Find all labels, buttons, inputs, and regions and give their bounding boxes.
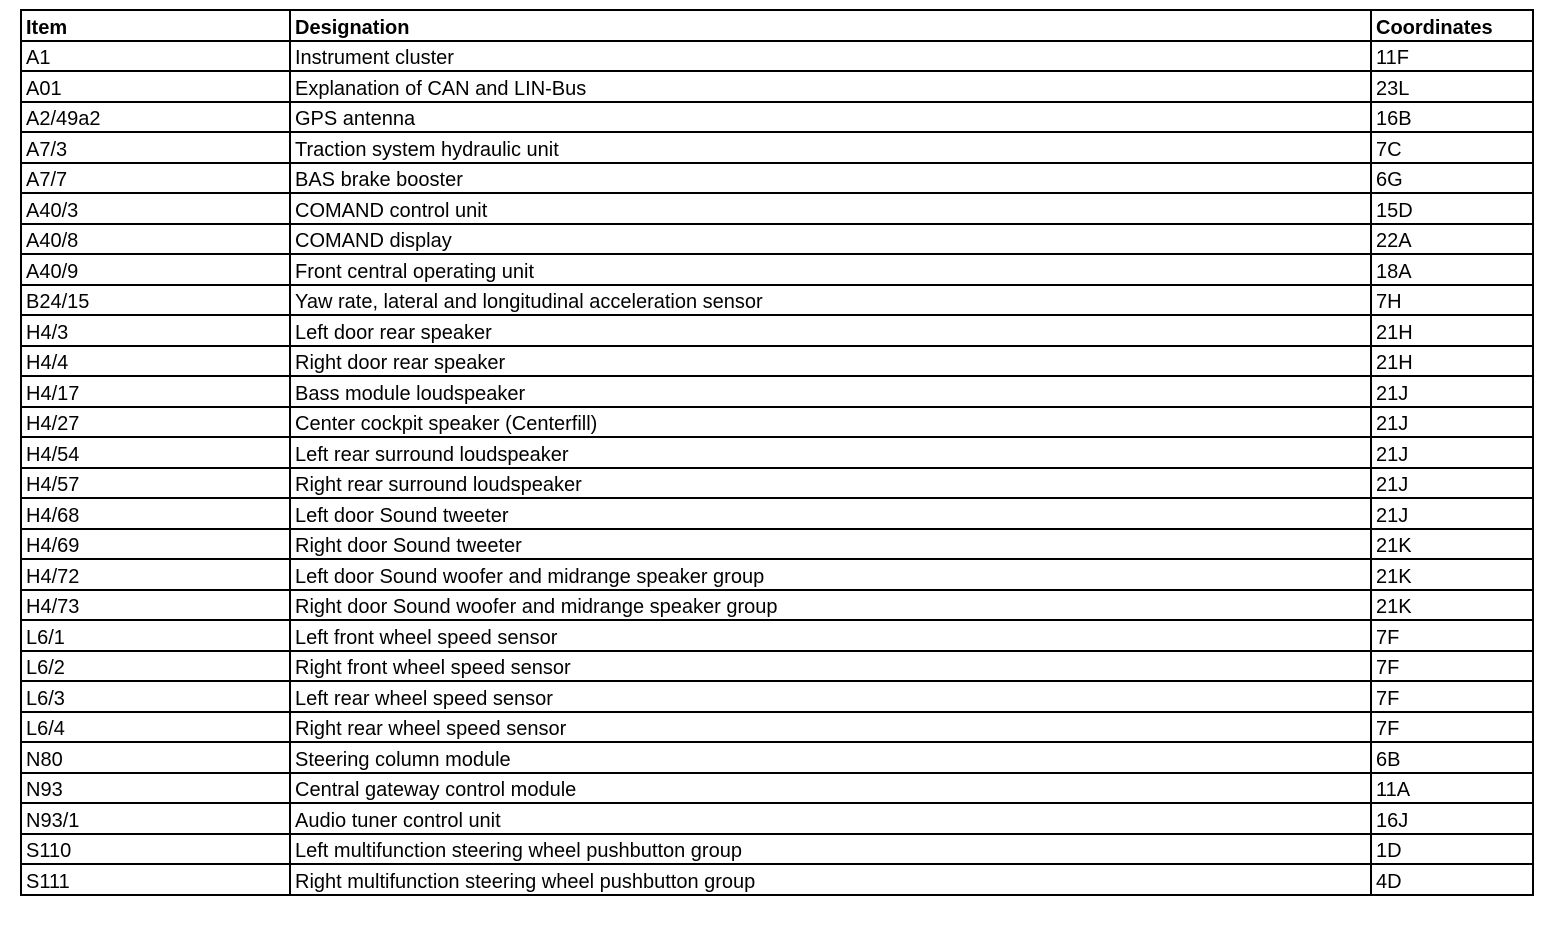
coordinates-cell-text: 21H <box>1376 321 1413 344</box>
coordinates-cell-text: 7C <box>1376 138 1402 161</box>
item-cell-text: A2/49a2 <box>26 108 101 130</box>
item-cell <box>21 437 290 468</box>
coordinates-cell-text: 4D <box>1376 870 1402 893</box>
item-cell <box>21 315 290 346</box>
designation-cell <box>290 559 1371 590</box>
item-cell-text: H4/27 <box>26 413 80 435</box>
designation-cell-text: Steering column module <box>295 748 511 771</box>
designation-cell <box>290 407 1371 438</box>
item-cell <box>21 712 290 743</box>
designation-cell-text: BAS brake booster <box>295 169 463 191</box>
item-cell-text: A40/9 <box>26 260 79 283</box>
designation-cell-text: Left multifunction steering wheel pushbutton group <box>295 840 742 862</box>
table-row <box>21 193 1533 224</box>
coordinates-cell-text: 11A <box>1376 779 1411 801</box>
coordinates-cell-text: 21J <box>1376 474 1409 496</box>
designation-cell <box>290 163 1371 194</box>
designation-cell <box>290 346 1371 377</box>
designation-cell-text: Right door rear speaker <box>295 352 506 374</box>
coordinates-cell <box>1371 559 1533 590</box>
designation-cell <box>290 498 1371 529</box>
designation-cell-text: Left rear wheel speed sensor <box>295 687 553 710</box>
header-designation-label: Designation <box>295 16 410 39</box>
item-cell <box>21 254 290 285</box>
header-item-label: Item <box>26 16 68 39</box>
table-row <box>21 254 1533 285</box>
item-cell-text: A40/3 <box>26 199 79 222</box>
coordinates-cell <box>1371 132 1533 163</box>
designation-cell <box>290 254 1371 285</box>
component-legend-table <box>20 9 1534 896</box>
coordinates-cell-text: 21J <box>1376 443 1409 466</box>
item-cell-text: H4/72 <box>26 565 80 588</box>
coordinates-cell <box>1371 224 1533 255</box>
designation-cell-text: Bass module loudspeaker <box>295 382 526 405</box>
table-row <box>21 803 1533 834</box>
designation-cell <box>290 285 1371 316</box>
header-row <box>21 10 1533 41</box>
designation-cell <box>290 803 1371 834</box>
table-row <box>21 864 1533 895</box>
coordinates-cell <box>1371 864 1533 895</box>
designation-cell-text: Front central operating unit <box>295 260 535 283</box>
table-row <box>21 529 1533 560</box>
designation-cell-text: GPS antenna <box>295 108 416 130</box>
coordinates-cell-text: 15D <box>1376 199 1413 222</box>
coordinates-cell <box>1371 468 1533 499</box>
item-cell <box>21 132 290 163</box>
coordinates-cell <box>1371 590 1533 621</box>
designation-cell <box>290 773 1371 804</box>
coordinates-cell-text: 16B <box>1376 108 1412 130</box>
table-row <box>21 285 1533 316</box>
header-item <box>21 10 290 41</box>
coordinates-cell-text: 21J <box>1376 504 1409 527</box>
item-cell-text: S111 <box>26 870 70 893</box>
designation-cell-text: Left rear surround loudspeaker <box>295 443 569 466</box>
designation-cell <box>290 224 1371 255</box>
designation-cell <box>290 102 1371 133</box>
designation-cell <box>290 41 1371 72</box>
item-cell <box>21 834 290 865</box>
item-cell <box>21 468 290 499</box>
coordinates-cell-text: 7F <box>1376 626 1400 649</box>
coordinates-cell-text: 11F <box>1376 47 1409 69</box>
coordinates-cell <box>1371 285 1533 316</box>
coordinates-cell-text: 7F <box>1376 687 1400 710</box>
table-row <box>21 773 1533 804</box>
table-row <box>21 376 1533 407</box>
coordinates-cell-text: 7F <box>1376 718 1400 740</box>
coordinates-cell <box>1371 193 1533 224</box>
table-row <box>21 315 1533 346</box>
coordinates-cell <box>1371 376 1533 407</box>
item-cell <box>21 864 290 895</box>
designation-cell <box>290 651 1371 682</box>
coordinates-cell <box>1371 102 1533 133</box>
item-cell <box>21 376 290 407</box>
table-row <box>21 498 1533 529</box>
designation-cell-text: Left door Sound tweeter <box>295 504 509 527</box>
coordinates-cell <box>1371 620 1533 651</box>
coordinates-cell-text: 21J <box>1376 413 1409 435</box>
table-body <box>21 41 1533 895</box>
header-coordinates-label: Coordinates <box>1376 16 1493 39</box>
item-cell-text: L6/2 <box>26 657 65 679</box>
coordinates-cell-text: 22A <box>1376 230 1412 252</box>
designation-cell <box>290 529 1371 560</box>
designation-cell-text: Right rear wheel speed sensor <box>295 718 567 740</box>
designation-cell-text: Traction system hydraulic unit <box>295 138 559 161</box>
table-row <box>21 742 1533 773</box>
item-cell <box>21 590 290 621</box>
designation-cell-text: Right door Sound tweeter <box>295 535 522 557</box>
item-cell <box>21 620 290 651</box>
item-cell <box>21 193 290 224</box>
item-cell-text: L6/4 <box>26 718 65 740</box>
coordinates-cell-text: 21J <box>1376 382 1409 405</box>
coordinates-cell <box>1371 71 1533 102</box>
table-row <box>21 620 1533 651</box>
item-cell <box>21 803 290 834</box>
item-cell-text: H4/4 <box>26 352 69 374</box>
item-cell-text: H4/3 <box>26 321 69 344</box>
coordinates-cell <box>1371 41 1533 72</box>
coordinates-cell <box>1371 163 1533 194</box>
table-row <box>21 41 1533 72</box>
coordinates-cell-text: 1D <box>1376 840 1402 862</box>
table-row <box>21 163 1533 194</box>
coordinates-cell-text: 6G <box>1376 169 1403 191</box>
designation-cell <box>290 620 1371 651</box>
designation-cell-text: Audio tuner control unit <box>295 809 501 832</box>
table-row <box>21 468 1533 499</box>
table-row <box>21 132 1533 163</box>
item-cell-text: H4/57 <box>26 474 80 496</box>
designation-cell-text: Left door Sound woofer and midrange speaker group <box>295 565 765 588</box>
coordinates-cell <box>1371 773 1533 804</box>
item-cell-text: N93/1 <box>26 809 80 832</box>
designation-cell <box>290 712 1371 743</box>
item-cell <box>21 102 290 133</box>
designation-cell <box>290 681 1371 712</box>
designation-cell <box>290 590 1371 621</box>
coordinates-cell <box>1371 437 1533 468</box>
designation-cell <box>290 742 1371 773</box>
header-coordinates <box>1371 10 1533 41</box>
coordinates-cell-text: 6B <box>1376 748 1401 771</box>
item-cell-text: A7/7 <box>26 169 68 191</box>
coordinates-cell-text: 16J <box>1376 809 1409 832</box>
item-cell-text: H4/69 <box>26 535 80 557</box>
coordinates-cell-text: 21K <box>1376 596 1412 618</box>
coordinates-cell <box>1371 254 1533 285</box>
item-cell-text: A40/8 <box>26 230 79 252</box>
coordinates-cell-text: 7F <box>1376 657 1400 679</box>
coordinates-cell-text: 18A <box>1376 260 1412 283</box>
coordinates-cell-text: 7H <box>1376 291 1402 313</box>
designation-cell-text: Right rear surround loudspeaker <box>295 474 582 496</box>
table-row <box>21 559 1533 590</box>
coordinates-cell-text: 21H <box>1376 352 1413 374</box>
item-cell <box>21 285 290 316</box>
designation-cell <box>290 376 1371 407</box>
designation-cell-text: Explanation of CAN and LIN-Bus <box>295 77 587 100</box>
item-cell <box>21 163 290 194</box>
designation-cell-text: Right multifunction steering wheel pushbutton group <box>295 870 756 893</box>
item-cell-text: H4/68 <box>26 504 80 527</box>
designation-cell <box>290 71 1371 102</box>
item-cell <box>21 407 290 438</box>
designation-cell-text: Left front wheel speed sensor <box>295 626 558 649</box>
designation-cell <box>290 468 1371 499</box>
designation-cell-text: Yaw rate, lateral and longitudinal acceleration sensor <box>295 291 763 313</box>
item-cell <box>21 498 290 529</box>
table-row <box>21 71 1533 102</box>
item-cell <box>21 681 290 712</box>
item-cell <box>21 559 290 590</box>
item-cell <box>21 71 290 102</box>
coordinates-cell <box>1371 651 1533 682</box>
coordinates-cell <box>1371 346 1533 377</box>
designation-cell <box>290 193 1371 224</box>
item-cell-text: H4/54 <box>26 443 80 466</box>
item-cell-text: N80 <box>26 748 63 771</box>
designation-cell-text: Central gateway control module <box>295 779 577 801</box>
designation-cell-text: Instrument cluster <box>295 47 454 69</box>
item-cell-text: H4/17 <box>26 382 80 405</box>
coordinates-cell <box>1371 529 1533 560</box>
coordinates-cell <box>1371 315 1533 346</box>
designation-cell-text: COMAND display <box>295 230 452 252</box>
item-cell-text: H4/73 <box>26 596 80 618</box>
table-row <box>21 590 1533 621</box>
item-cell-text: B24/15 <box>26 291 90 313</box>
designation-cell-text: COMAND control unit <box>295 199 488 222</box>
coordinates-cell <box>1371 742 1533 773</box>
item-cell-text: N93 <box>26 779 63 801</box>
table-row <box>21 651 1533 682</box>
item-cell <box>21 346 290 377</box>
designation-cell <box>290 864 1371 895</box>
coordinates-cell <box>1371 681 1533 712</box>
designation-cell <box>290 132 1371 163</box>
item-cell-text: A1 <box>26 47 51 69</box>
item-cell-text: A01 <box>26 77 62 100</box>
item-cell-text: L6/1 <box>26 626 65 649</box>
designation-cell-text: Left door rear speaker <box>295 321 492 344</box>
coordinates-cell-text: 23L <box>1376 77 1410 100</box>
item-cell-text: S110 <box>26 840 72 862</box>
table-row <box>21 346 1533 377</box>
coordinates-cell <box>1371 407 1533 438</box>
table-row <box>21 834 1533 865</box>
table-row <box>21 712 1533 743</box>
table-row <box>21 224 1533 255</box>
table-row <box>21 102 1533 133</box>
coordinates-cell <box>1371 834 1533 865</box>
item-cell <box>21 773 290 804</box>
item-cell <box>21 742 290 773</box>
table-row <box>21 407 1533 438</box>
item-cell <box>21 651 290 682</box>
designation-cell-text: Right front wheel speed sensor <box>295 657 571 679</box>
item-cell <box>21 529 290 560</box>
designation-cell <box>290 437 1371 468</box>
coordinates-cell <box>1371 803 1533 834</box>
coordinates-cell-text: 21K <box>1376 565 1412 588</box>
item-cell-text: L6/3 <box>26 687 65 710</box>
designation-cell <box>290 315 1371 346</box>
coordinates-cell <box>1371 712 1533 743</box>
table-row <box>21 681 1533 712</box>
item-cell-text: A7/3 <box>26 138 68 161</box>
header-designation <box>290 10 1371 41</box>
coordinates-cell <box>1371 498 1533 529</box>
table-header <box>21 10 1533 41</box>
item-cell <box>21 224 290 255</box>
designation-cell <box>290 834 1371 865</box>
item-cell <box>21 41 290 72</box>
coordinates-cell-text: 21K <box>1376 535 1412 557</box>
designation-cell-text: Right door Sound woofer and midrange speaker group <box>295 596 778 618</box>
table-row <box>21 437 1533 468</box>
designation-cell-text: Center cockpit speaker (Centerfill) <box>295 413 598 435</box>
